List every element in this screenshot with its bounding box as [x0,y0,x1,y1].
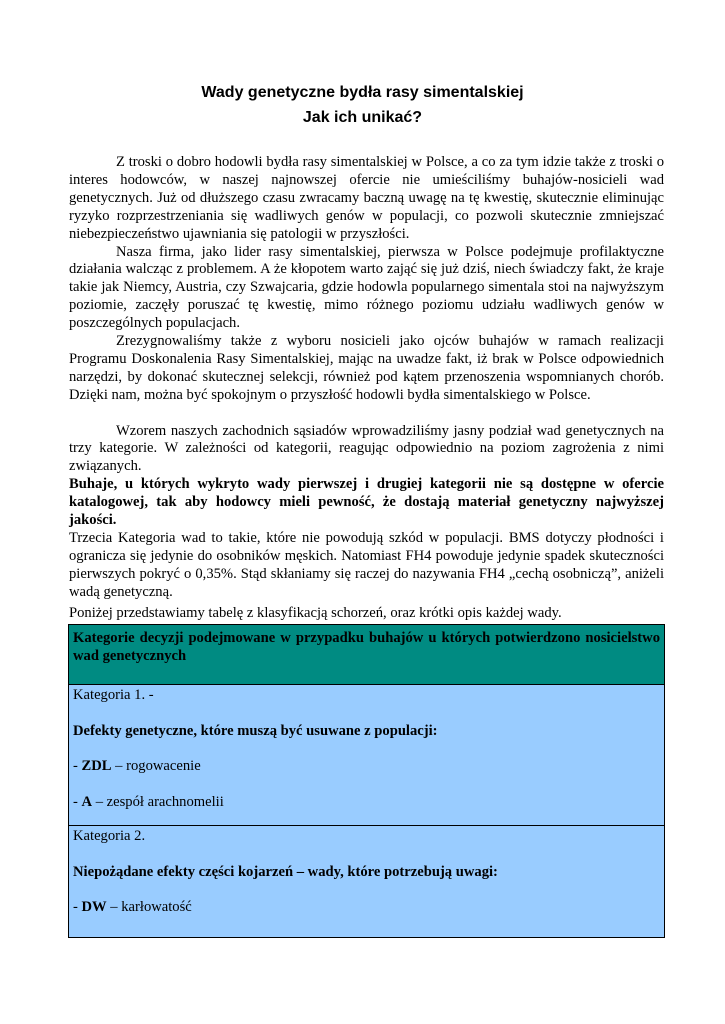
category-heading: Niepożądane efekty części kojarzeń – wady, które potrzebują uwagi: [73,863,498,880]
paragraph-third-category: Trzecia Kategoria wad to takie, które nie powodują szkód w populacji. BMS dotyczy płodności i ogranicza się jedynie do osobników męskich. Natomiast FH4 powoduje jedynie spadek skuteczności pierwszych pokryć o 0,35%. Stąd skłaniamy się raczej do nazywania FH4 „cechą osobniczą”, aniżeli wadą genetyczną. [69,530,664,600]
defect-code: ZDL [81,758,112,775]
defect-item: - DW – karłowatość [73,899,192,916]
table-row-category-1 [69,685,664,826]
classification-table [68,624,665,938]
table-header: Kategorie decyzji podejmowane w przypadku buhajów u których potwierdzono nosicielstwo wad genetycznych [69,625,664,685]
defect-code: A [81,793,93,810]
paragraph-company-leader: Nasza firma, jako lider rasy simentalskiej, pierwsza w Polsce podejmuje profilaktyczne działania walcząc z problemem. A że kłopotem warto zająć się już dziś, niech świadczy fakt, że kraje takie jak Niemcy, Austria, czy Szwajcaria, gdzie hodowla popularnego simentala stoi na najwyższym poziomie, zaczęły poruszać tę kwestię, mimo różnego poziomu udziału wadliwych genów w poszczególnych populacjach. [69,243,664,332]
defect-item: - ZDL – rogowacenie [73,758,201,775]
paragraph-program: Zrezygnowaliśmy także z wyboru nosicieli jako ojców buhajów w ramach realizacji Programu Doskonalenia Rasy Simentalskiej, mając na uwadze fakt, iż brak w Polsce odpowiednich narzędzi, by dokonać skutecznej selekcji, również pod kątem przenoszenia wspomnianych chorób. Dzięki nam, można być spokojnym o przyszłość hodowli bydła simentalskiego w Polsce. [69,333,664,403]
document-title: Wady genetyczne bydła rasy simentalskiej [201,84,524,101]
defect-code: DW [81,899,107,916]
paragraph-bold-notice: Buhaje, u których wykryto wady pierwszej i drugiej kategorii nie są dostępne w ofercie katalogowej, tak aby hodowcy mieli pewność, że dostają materiał genetyczny najwyższej jakości. [69,476,664,529]
category-label: Kategoria 1. - [73,687,154,703]
table-row-category-2 [69,826,664,937]
document-subtitle: Jak ich unikać? [302,109,423,126]
paragraph-intro: Z troski o dobro hodowli bydła rasy simentalskiej w Polsce, a co za tym idzie także z troski o interes hodowców, w naszej najnowszej ofercie nie umieściliśmy buhajów-nosicieli wad genetycznych. Już od dłuższego czasu zwracamy baczną uwagę na tę kwestię, skutecznie eliminując ryzyko rozprzestrzeniania się wadliwych genów w populacji, co pozwoli skutecznie zmniejszać niebezpieczeństwo ujawniania się patologii w przyszłości. [69,154,664,242]
defect-item: - A – zespół arachnomelii [73,793,224,810]
table-intro: Poniżej przedstawiamy tabelę z klasyfikacją schorzeń, oraz krótki opis każdej wady. [69,605,562,621]
article-body [69,154,664,602]
category-label: Kategoria 2. [73,828,146,844]
category-heading: Defekty genetyczne, które muszą być usuwane z populacji: [73,722,438,739]
paragraph-categories: Wzorem naszych zachodnich sąsiadów wprowadziliśmy jasny podział wad genetycznych na trzy kategorie. W zależności od kategorii, reagując odpowiednio na poziom zagrożenia z nimi związanych. [69,422,664,475]
